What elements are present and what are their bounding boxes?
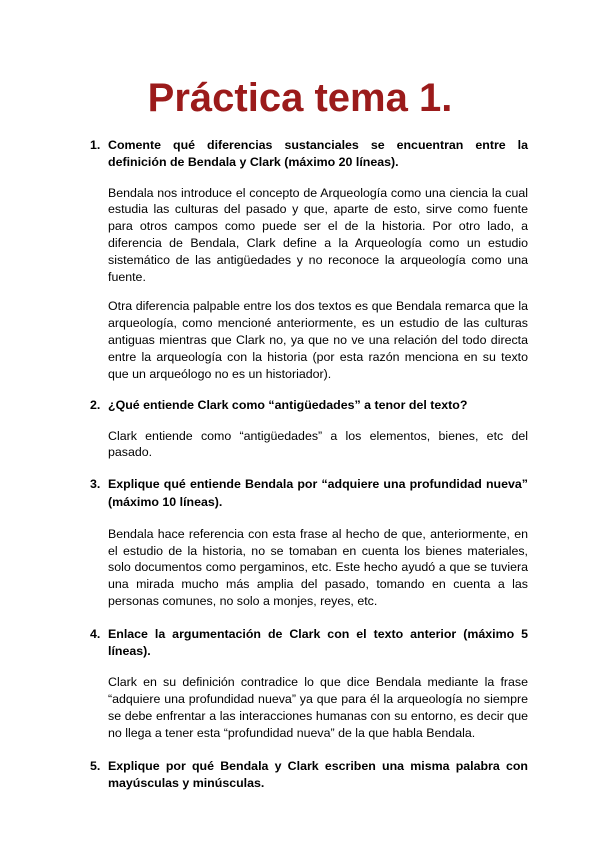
question-list <box>90 137 528 792</box>
question-4-number: 4. <box>90 626 101 641</box>
answer-1-paragraph-1: Bendala nos introduce el concepto de Arqueología como una ciencia la cual estudia las culturas del pasado y que, aparte de esto, sirve como fuente para otros campos como puede ser el de la historia. Por otro lado, a diferencia de Bendala, Clark define a la Arqueología como un estudio sistemático de las antigüedades y no reconoce la arqueología como una fuente. <box>108 185 528 284</box>
question-4 <box>90 626 528 661</box>
question-1-text: Comente qué diferencias sustanciales se encuentran entre la definición de Bendala y Clark (máximo 20 líneas). <box>108 138 528 170</box>
answer-4-paragraph-1: Clark en su definición contradice lo que dice Bendala mediante la frase “adquiere una profundidad nueva” ya que para él la arqueología no siempre se debe enfrentar a las interacciones humanas con su entorno, es decir que no llega a tener esta “profundidad nueva” de la que habla Bendala. <box>108 675 528 740</box>
page-title: Práctica tema 1. <box>147 76 453 120</box>
question-3-text: Explique qué entiende Bendala por “adquiere una profundidad nueva” (máximo 10 líneas). <box>108 477 528 509</box>
question-2-number: 2. <box>90 398 101 413</box>
question-1 <box>90 137 528 172</box>
question-2-text: ¿Qué entiende Clark como “antigüedades” a tenor del texto? <box>108 398 468 413</box>
question-1-number: 1. <box>90 138 101 152</box>
question-5-text: Explique por qué Bendala y Clark escriben una misma palabra con mayúsculas y minúsculas. <box>108 758 528 790</box>
question-5 <box>90 758 528 793</box>
question-3 <box>90 476 528 511</box>
answer-1-paragraph-2: Otra diferencia palpable entre los dos textos es que Bendala remarca que la arqueología, como mencioné anteriormente, es un estudio de las culturas antiguas mientras que Clark no, ya que no ve una relación del todo directa entre la arqueología con la historia (por esta razón menciona en su texto que un arqueólogo no es un historiador). <box>108 299 528 381</box>
question-5-number: 5. <box>90 758 101 773</box>
question-4-text: Enlace la argumentación de Clark con el texto anterior (máximo 5 líneas). <box>108 626 528 659</box>
answer-3-paragraph-1: Bendala hace referencia con esta frase al hecho de que, anteriormente, en el estudio de la historia, no se tomaban en cuenta los bienes materiales, solo documentos como pergaminos, etc. Este hecho ayudó a que se tuviera una mirada mucho más amplia del pasado, tomando en cuenta a las personas comunes, no solo a monjes, reyes, etc. <box>108 526 528 609</box>
question-3-number: 3. <box>90 477 101 492</box>
question-2 <box>90 397 528 414</box>
answer-2-paragraph-1: Clark entiende como “antigüedades” a los elementos, bienes, etc del pasado. <box>108 428 528 460</box>
